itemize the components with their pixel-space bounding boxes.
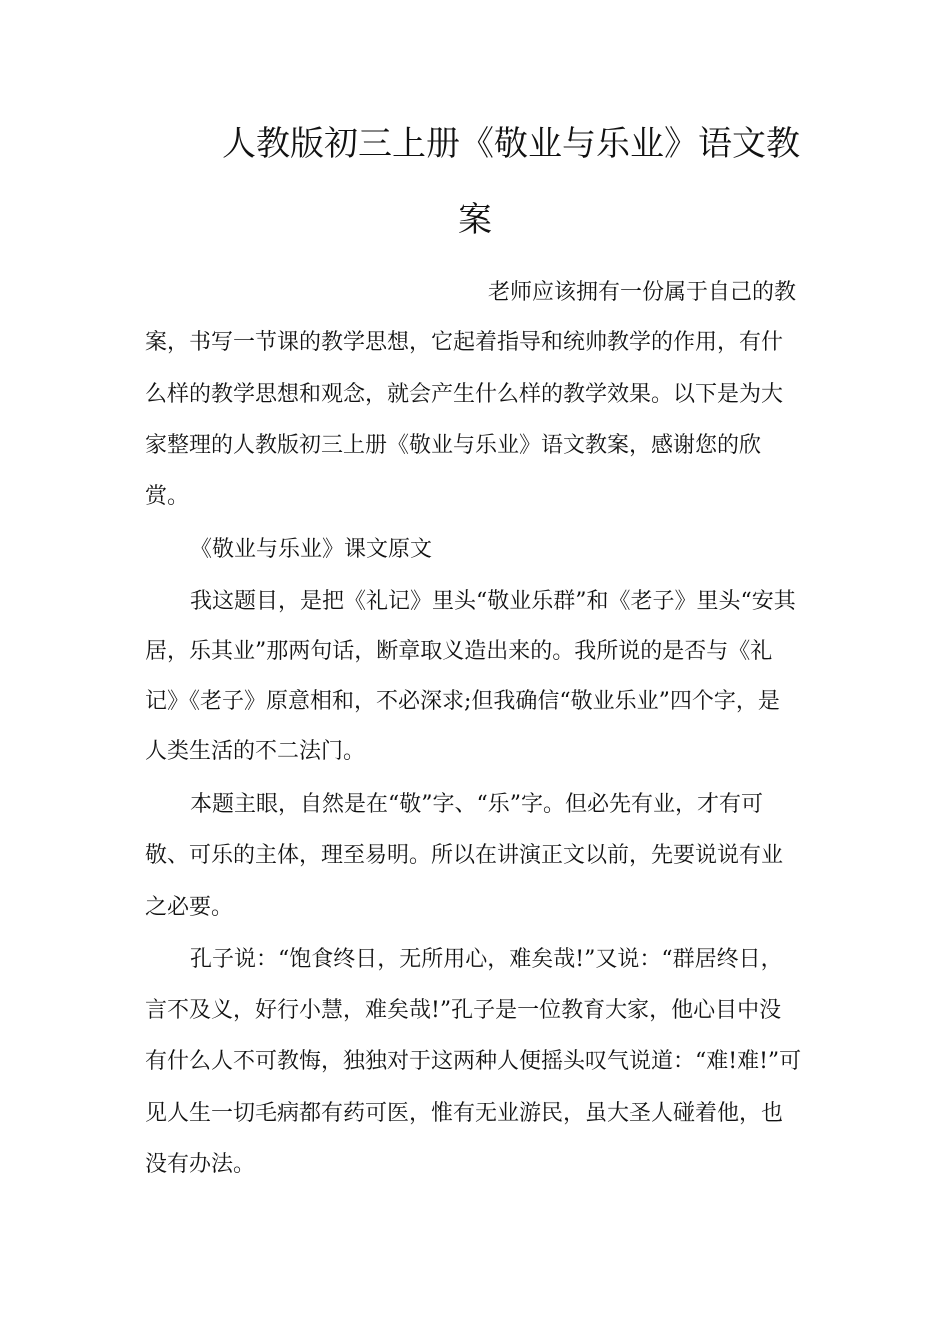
paragraph-line: 人类生活的不二法门。 [145, 739, 366, 764]
paragraph-line: 居，乐其业”那两句话，断章取义造出来的。我所说的是否与《礼 [145, 639, 773, 664]
intro-line: 案，书写一节课的教学思想，它起着指导和统帅教学的作用，有什 [145, 330, 784, 355]
paragraph-line: 有什么人不可教悔，独独对于这两种人便摇头叹气说道：“难!难!”可 [145, 1049, 802, 1074]
paragraph-line: 没有办法。 [145, 1152, 256, 1177]
paragraph-line: 记》《老子》原意相和，不必深求;但我确信“敬业乐业”四个字，是 [145, 689, 780, 714]
document-title-line-1: 人教版初三上册《敬业与乐业》语文教 [222, 124, 800, 164]
intro-line: 老师应该拥有一份属于自己的教 [488, 280, 797, 305]
intro-line: 么样的教学思想和观念，就会产生什么样的教学效果。以下是为大 [145, 382, 784, 407]
paragraph-line: 敬、可乐的主体，理至易明。所以在讲演正文以前，先要说说有业 [145, 843, 784, 868]
paragraph-line: 之必要。 [145, 895, 234, 920]
paragraph-line: 我这题目，是把《礼记》里头“敬业乐群”和《老子》里头“安其 [190, 589, 796, 614]
intro-line: 家整理的人教版初三上册《敬业与乐业》语文教案，感谢您的欣 [145, 433, 762, 458]
intro-line: 赏。 [145, 484, 190, 509]
paragraph-line: 言不及义，好行小慧，难矣哉!”孔子是一位教育大家，他心目中没 [145, 998, 782, 1023]
section-heading: 《敬业与乐业》课文原文 [190, 537, 433, 562]
document-title-line-2: 案 [458, 200, 492, 240]
paragraph-line: 孔子说：“饱食终日，无所用心，难矣哉!”又说：“群居终日， [190, 947, 783, 972]
paragraph-line: 本题主眼，自然是在“敬”字、“乐”字。但必先有业，才有可 [190, 792, 763, 817]
paragraph-line: 见人生一切毛病都有药可医，惟有无业游民，虽大圣人碰着他，也 [145, 1101, 784, 1126]
